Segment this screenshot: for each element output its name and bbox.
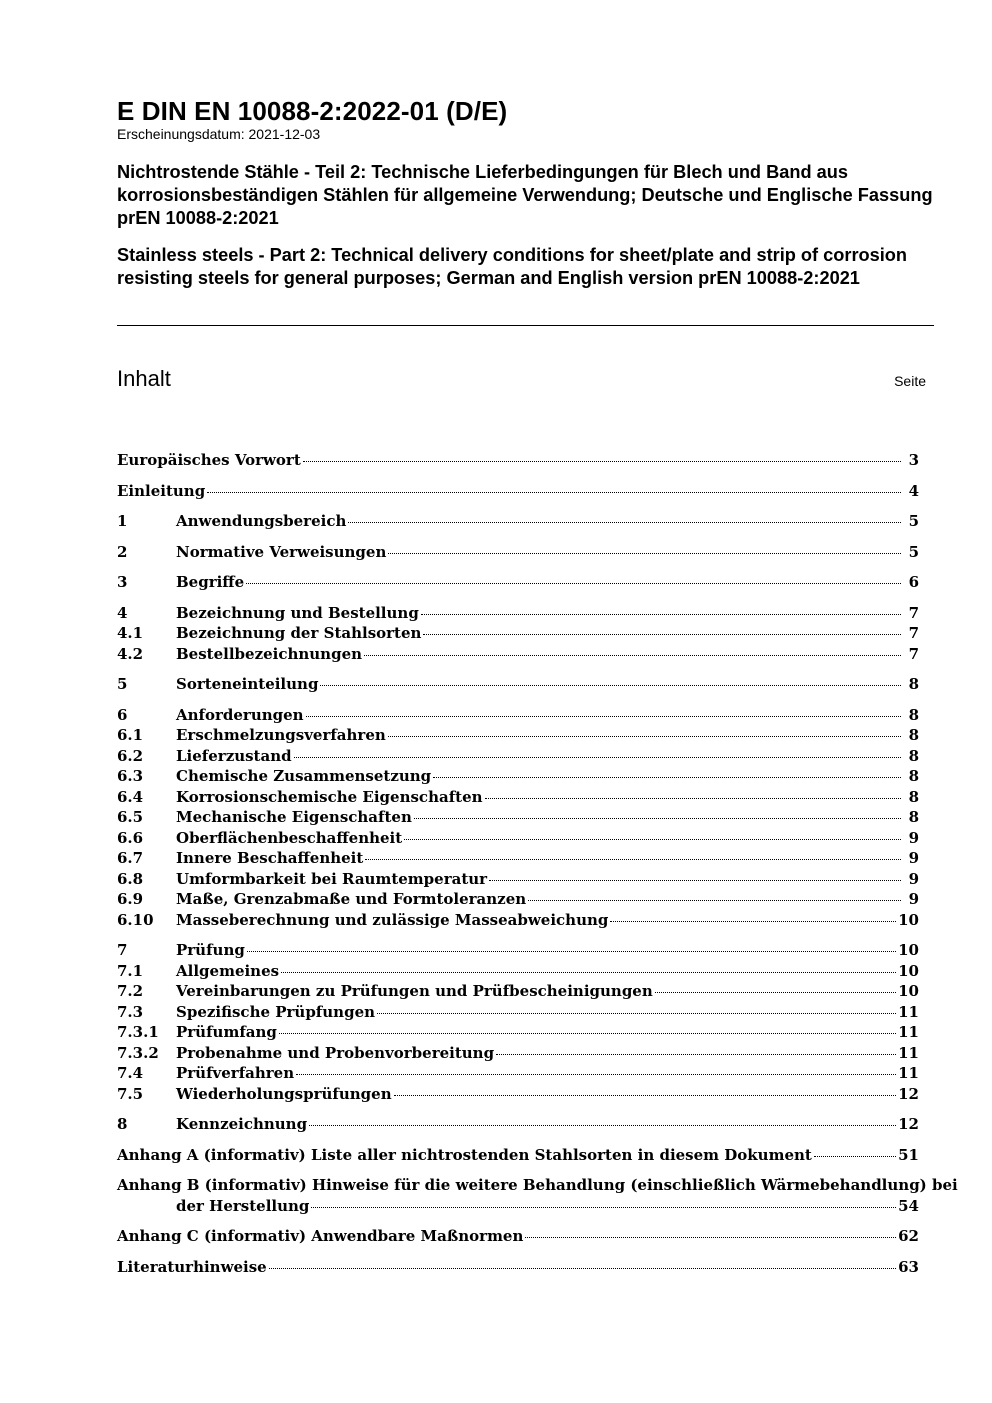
toc-entry-6-7[interactable] — [117, 848, 919, 869]
toc-entry-3[interactable] — [117, 572, 919, 593]
toc-leader-dots — [309, 1124, 896, 1126]
toc-entry-number: 7.1 — [117, 961, 144, 980]
toc-entry-page: 11 — [898, 1002, 919, 1021]
toc-leader-dots — [525, 1236, 896, 1238]
toc-entry-number: 6.3 — [117, 767, 144, 785]
toc-entry-6-8[interactable] — [117, 869, 919, 890]
toc-entry-7-3[interactable] — [117, 1002, 919, 1023]
toc-entry-7-1[interactable] — [117, 961, 919, 982]
toc-entry-annex-b[interactable] — [117, 1175, 958, 1216]
toc-leader-dots — [348, 521, 901, 523]
toc-entry-page: 5 — [908, 512, 919, 530]
toc-entry-6-5[interactable] — [117, 807, 919, 828]
toc-entry-6-10[interactable] — [117, 910, 919, 931]
toc-entry-title: Vereinbarungen zu Prüfungen und Prüfbescheinigungen — [176, 982, 653, 1000]
toc-entry-number: 4.2 — [117, 644, 144, 663]
toc-entry-title: Umformbarkeit bei Raumtemperatur — [176, 869, 488, 888]
toc-leader-dots — [296, 1073, 896, 1075]
toc-entry-title: Spezifische Prüpfungen — [176, 1002, 376, 1021]
toc-entry-title: Anforderungen — [176, 705, 304, 724]
toc-entry-title: Anwendungsbereich — [176, 512, 347, 530]
toc-entry-number: 6.9 — [117, 890, 144, 908]
toc-entry-7-2[interactable] — [117, 981, 919, 1002]
toc-entry-title: Lieferzustand — [176, 746, 292, 765]
toc-entry-title: Einleitung — [117, 481, 206, 500]
toc-entry-page: 11 — [898, 1023, 919, 1041]
toc-entry-title: Normative Verweisungen — [176, 542, 387, 561]
toc-leader-dots — [489, 879, 901, 881]
toc-leader-dots — [364, 654, 901, 656]
toc-entry-title: Bestellbezeichnungen — [176, 644, 363, 663]
toc-leader-dots — [311, 1206, 896, 1208]
toc-entry-page: 9 — [908, 849, 919, 867]
toc-entry-7-4[interactable] — [117, 1063, 919, 1084]
toc-entry-title: Bezeichnung und Bestellung — [176, 603, 419, 622]
header-divider — [117, 325, 934, 326]
toc-entry-1[interactable] — [117, 511, 919, 532]
toc-leader-dots — [610, 920, 896, 922]
toc-entry-number: 1 — [117, 512, 128, 530]
toc-leader-dots — [814, 1155, 896, 1157]
toc-entry-page: 9 — [908, 890, 919, 908]
toc-entry-page: 10 — [898, 910, 919, 929]
toc-entry-annex-a[interactable] — [117, 1145, 919, 1166]
toc-entry-6-6[interactable] — [117, 828, 919, 849]
toc-leader-dots — [655, 991, 896, 993]
toc-entry-title: Anhang B (informativ) Hinweise für die weitere Behandlung (einschließlich Wärmebehandlung) bei — [117, 1176, 958, 1194]
toc-entry-number: 7.3.2 — [117, 1043, 159, 1062]
toc-entry-page: 51 — [898, 1145, 919, 1164]
toc-entry-page: 12 — [898, 1115, 919, 1133]
toc-entry-number: 3 — [117, 573, 128, 591]
toc-leader-dots — [496, 1053, 896, 1055]
toc-entry-page: 8 — [908, 787, 919, 806]
toc-entry-title: Korrosionschemische Eigenschaften — [176, 787, 483, 806]
toc-entry-number: 6.5 — [117, 808, 144, 826]
toc-entry-page: 8 — [908, 767, 919, 785]
toc-leader-dots — [365, 858, 901, 860]
toc-entry-number: 6.7 — [117, 849, 144, 867]
toc-entry-number: 6.2 — [117, 746, 144, 765]
toc-leader-dots — [528, 899, 901, 901]
toc-entry-page: 10 — [898, 982, 919, 1000]
toc-leader-dots — [388, 552, 901, 554]
table-of-contents — [117, 450, 958, 1277]
toc-entry-number: 6.10 — [117, 910, 154, 929]
toc-entry-page: 8 — [908, 675, 919, 693]
toc-leader-dots — [388, 735, 901, 737]
toc-entry-number: 5 — [117, 675, 128, 693]
toc-entry-number: 7.4 — [117, 1064, 144, 1082]
toc-entry-page: 3 — [908, 451, 919, 469]
document-id: E DIN EN 10088-2:2022-01 (D/E) — [117, 96, 508, 126]
toc-entry-title: Anhang A (informativ) Liste aller nichtrostenden Stahlsorten in diesem Dokument — [117, 1145, 812, 1164]
toc-entry-title: Anhang C (informativ) Anwendbare Maßnormen — [117, 1227, 524, 1245]
toc-entry-page: 10 — [898, 961, 919, 980]
toc-entry-7-3-1[interactable] — [117, 1022, 919, 1043]
toc-leader-dots — [269, 1267, 896, 1269]
toc-entry-title: Chemische Zusammensetzung — [176, 767, 432, 785]
title-german: Nichtrostende Stähle - Teil 2: Technische Lieferbedingungen für Blech und Band aus korrosionsbeständigen Stählen für allgemeine Verwendung; Deutsche und Englische Fassung prEN 10088-2:2021 — [117, 162, 933, 228]
toc-entry-4-2[interactable] — [117, 644, 919, 665]
toc-entry-page: 11 — [898, 1043, 919, 1062]
toc-entry-6-1[interactable] — [117, 725, 919, 746]
toc-entry-6-3[interactable] — [117, 766, 919, 787]
toc-entry-page: 54 — [898, 1196, 919, 1215]
toc-entry-page: 7 — [908, 603, 919, 622]
toc-entry-8[interactable] — [117, 1114, 919, 1135]
toc-entry-title: Probenahme und Probenvorbereitung — [176, 1043, 495, 1062]
toc-entry-page: 5 — [908, 542, 919, 561]
toc-entry-title: Begriffe — [176, 573, 245, 591]
toc-entry-4[interactable] — [117, 603, 919, 624]
toc-entry-7-5[interactable] — [117, 1084, 919, 1105]
toc-leader-dots — [394, 1094, 897, 1096]
toc-entry-page: 8 — [908, 808, 919, 826]
toc-leader-dots — [421, 613, 901, 615]
toc-entry-title: Masseberechnung und zulässige Masseabweichung — [176, 910, 609, 929]
toc-entry-6-9[interactable] — [117, 889, 919, 910]
toc-leader-dots — [485, 797, 901, 799]
toc-entry-title: Wiederholungsprüfungen — [176, 1084, 392, 1103]
toc-entry-2[interactable] — [117, 542, 919, 563]
toc-entry-number: 2 — [117, 542, 128, 561]
toc-leader-dots — [207, 491, 901, 493]
toc-entry-number: 7.5 — [117, 1084, 144, 1103]
toc-entry-page: 62 — [898, 1227, 919, 1245]
toc-entry-number: 7 — [117, 941, 128, 959]
toc-entry-6[interactable] — [117, 705, 919, 726]
toc-entry-title-continuation: der Herstellung — [176, 1196, 310, 1215]
toc-entry-title: Innere Beschaffenheit — [176, 849, 364, 867]
toc-entry-title: Kennzeichnung — [176, 1115, 308, 1133]
toc-entry-title: Literaturhinweise — [117, 1257, 267, 1276]
toc-entry-page: 9 — [908, 828, 919, 847]
toc-heading: Inhalt — [117, 366, 171, 391]
toc-leader-dots — [306, 715, 901, 717]
toc-entry-page: 63 — [898, 1257, 919, 1276]
toc-entry-7[interactable] — [117, 940, 919, 961]
toc-leader-dots — [247, 950, 896, 952]
toc-entry-number: 8 — [117, 1115, 128, 1133]
toc-entry-number: 7.3.1 — [117, 1023, 159, 1041]
toc-entry-page: 8 — [908, 705, 919, 724]
toc-entry-7-3-2[interactable] — [117, 1043, 919, 1064]
toc-entry-page: 7 — [908, 644, 919, 663]
toc-entry-number: 6.6 — [117, 828, 144, 847]
toc-entry-number: 7.3 — [117, 1002, 144, 1021]
toc-entry-page: 7 — [908, 624, 919, 642]
toc-entry-6-2[interactable] — [117, 746, 919, 767]
toc-entry-title: Bezeichnung der Stahlsorten — [176, 624, 422, 642]
title-english: Stainless steels - Part 2: Technical delivery conditions for sheet/plate and strip of corrosion resisting steels for general purposes; German and English version prEN 10088-2:2021 — [117, 245, 908, 288]
toc-entry-number: 7.2 — [117, 982, 144, 1000]
toc-leader-dots — [433, 776, 901, 778]
toc-entry-title: Maße, Grenzabmaße und Formtoleranzen — [176, 890, 527, 908]
toc-entry-title: Oberflächenbeschaffenheit — [176, 828, 403, 847]
toc-entry-title: Sorteneinteilung — [176, 675, 319, 693]
toc-entry-page: 4 — [908, 481, 919, 500]
toc-leader-dots — [404, 838, 901, 840]
toc-leader-dots — [294, 756, 901, 758]
toc-entry-introduction[interactable] — [117, 481, 919, 502]
toc-leader-dots — [377, 1012, 896, 1014]
toc-entry-foreword[interactable] — [117, 450, 919, 471]
toc-leader-dots — [414, 817, 901, 819]
document-header — [117, 96, 934, 290]
toc-entry-title: Prüfumfang — [176, 1023, 277, 1041]
toc-entry-number: 6.8 — [117, 869, 144, 888]
toc-entry-page: 12 — [898, 1084, 919, 1103]
toc-entry-number: 4.1 — [117, 624, 144, 642]
toc-entry-title: Allgemeines — [176, 961, 280, 980]
toc-entry-number: 6.4 — [117, 787, 144, 806]
toc-entry-title: Erschmelzungsverfahren — [176, 726, 386, 744]
toc-entry-number: 6 — [117, 705, 128, 724]
toc-entry-title: Europäisches Vorwort — [117, 451, 301, 469]
toc-entry-page: 8 — [908, 726, 919, 744]
toc-entry-title-continuation-row — [117, 1196, 919, 1217]
toc-entry-page: 11 — [898, 1064, 919, 1082]
toc-leader-dots — [320, 684, 901, 686]
toc-leader-dots — [246, 582, 901, 584]
toc-entry-page: 10 — [898, 941, 919, 959]
toc-entry-page: 6 — [908, 573, 919, 591]
toc-entry-title: Prüfung — [176, 941, 245, 959]
publication-date: Erscheinungsdatum: 2021-12-03 — [117, 126, 321, 142]
toc-entry-page: 8 — [908, 746, 919, 765]
toc-entry-number: 4 — [117, 603, 128, 622]
toc-leader-dots — [279, 1032, 896, 1034]
toc-entry-4-1[interactable] — [117, 623, 919, 644]
toc-entry-title: Mechanische Eigenschaften — [176, 808, 412, 826]
toc-entry-page: 9 — [908, 869, 919, 888]
toc-entry-bibliography[interactable] — [117, 1257, 919, 1278]
toc-entry-number: 6.1 — [117, 726, 144, 744]
toc-entry-annex-c[interactable] — [117, 1226, 919, 1247]
toc-page-column-label: Seite — [894, 373, 926, 389]
toc-entry-6-4[interactable] — [117, 787, 919, 808]
toc-entry-title: Prüfverfahren — [176, 1064, 295, 1082]
toc-leader-dots — [423, 633, 901, 635]
toc-leader-dots — [281, 971, 896, 973]
toc-entry-5[interactable] — [117, 674, 919, 695]
toc-leader-dots — [303, 460, 901, 462]
